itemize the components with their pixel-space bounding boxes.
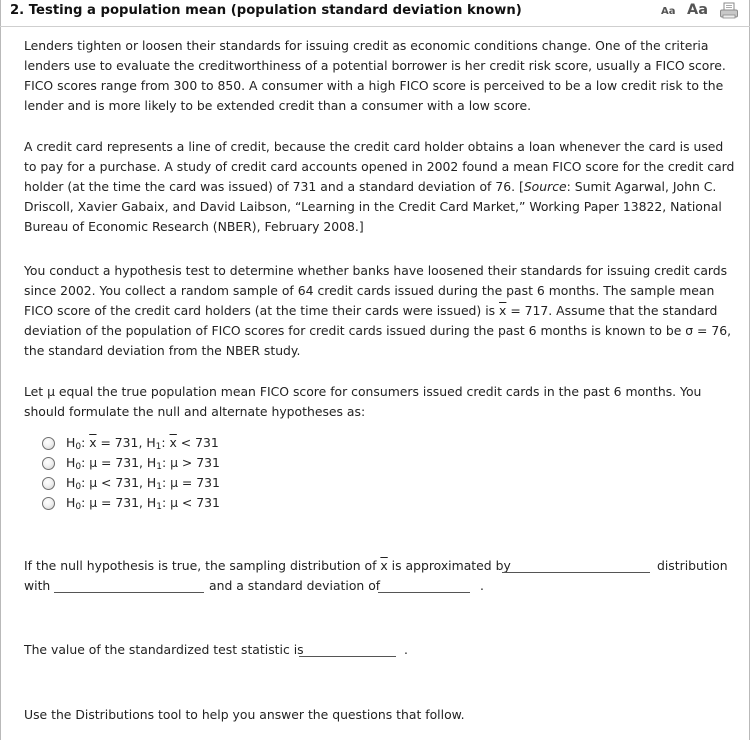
period: . [404,642,408,657]
question-header [0,0,750,27]
with-label: with [24,578,51,593]
period: . [480,578,484,593]
distribution-type-blank[interactable] [502,558,650,573]
radio-button[interactable] [42,477,55,490]
option-label: $H_0$: μ = 731, $H_1$: μ > 731 [66,455,220,472]
question-title: 2. Testing a population mean (population standard deviation known) [10,3,522,18]
question-text: If the null hypothesis is true, the sampling distribution of $\overline{x}$ is approximated by [24,558,511,573]
study-text-b: : Sumit Agarwal, John C. Driscoll, Xavier Gabaix, and David Laibson, “Learning in the Credit Card Market,” Working Paper 13822, National Bureau of Economic Research (NBER), February 2008.] [24,179,722,234]
hypothesis-option-1[interactable] [42,433,220,453]
hypothesis-option-3[interactable] [42,473,220,493]
font-size-large-button[interactable]: Aa [687,2,709,18]
source-label: Source [523,179,567,194]
footer-text: Use the Distributions tool to help you answer the questions that follow. [24,707,465,722]
std-dev-blank[interactable] [378,578,470,593]
option-label: $H_0$: $\overline{x} = 731$, $H_1$: $\overline{x} < 731$ [66,435,219,452]
option-label: $H_0$: μ < 731, $H_1$: μ = 731 [66,475,220,492]
distribution-label: distribution [657,558,728,573]
font-size-small-button[interactable]: Aa [661,6,676,17]
test-statistic-label: The value of the standardized test statistic is [24,642,304,657]
mean-blank[interactable] [54,578,204,593]
test-paragraph [24,261,738,361]
hypotheses-prompt: Let μ equal the true population mean FICO score for consumers issued credit cards in the past 6 months. You should formulate the null and alternate hypotheses as: [24,384,702,419]
sampling-distribution-question-cont [24,576,738,596]
test-statistic-blank[interactable] [299,642,396,657]
test-text-a: You conduct a hypothesis test to determine whether banks have loosened their standards for issuing credit cards since 2002. You collect a random sample of 64 credit cards issued during the past 6 months. The sample mean FICO score of the credit card holders (at the time their cards were issued) is [24,263,728,318]
radio-button[interactable] [42,437,55,450]
hypothesis-option-2[interactable] [42,453,220,473]
xbar-symbol: $\overline{x}$ [499,303,507,318]
sampling-distribution-question [24,556,738,576]
hypotheses-options [42,433,220,513]
study-text-a: A credit card represents a line of credit, because the credit card holder obtains a loan whenever the card is used to pay for a purchase. A study of credit card accounts opened in 2002 found a mean FICO score for the credit card holder (at the time the card was issued) of 731 and a standard deviation of 76. [ [24,139,735,194]
hypothesis-option-4[interactable] [42,493,220,513]
option-label: $H_0$: μ = 731, $H_1$: μ < 731 [66,495,220,512]
printer-icon[interactable] [719,2,739,20]
radio-button[interactable] [42,457,55,470]
std-dev-label: and a standard deviation of [209,578,381,593]
test-text-b: = 717. Assume that the standard deviation of the population of FICO scores for credit cards issued during the past 6 months is known to be σ = 76, the standard deviation from the NBER study. [24,303,732,358]
intro-paragraph: Lenders tighten or loosen their standards for issuing credit as economic conditions change. One of the criteria lenders use to evaluate the creditworthiness of a potential borrower is her credit risk score, usually a FICO score. FICO scores range from 300 to 850. A consumer with a high FICO score is perceived to be a low credit risk to the lender and is more likely to be extended credit than a consumer with a low score. [24,38,726,113]
study-paragraph [24,137,738,237]
radio-button[interactable] [42,497,55,510]
